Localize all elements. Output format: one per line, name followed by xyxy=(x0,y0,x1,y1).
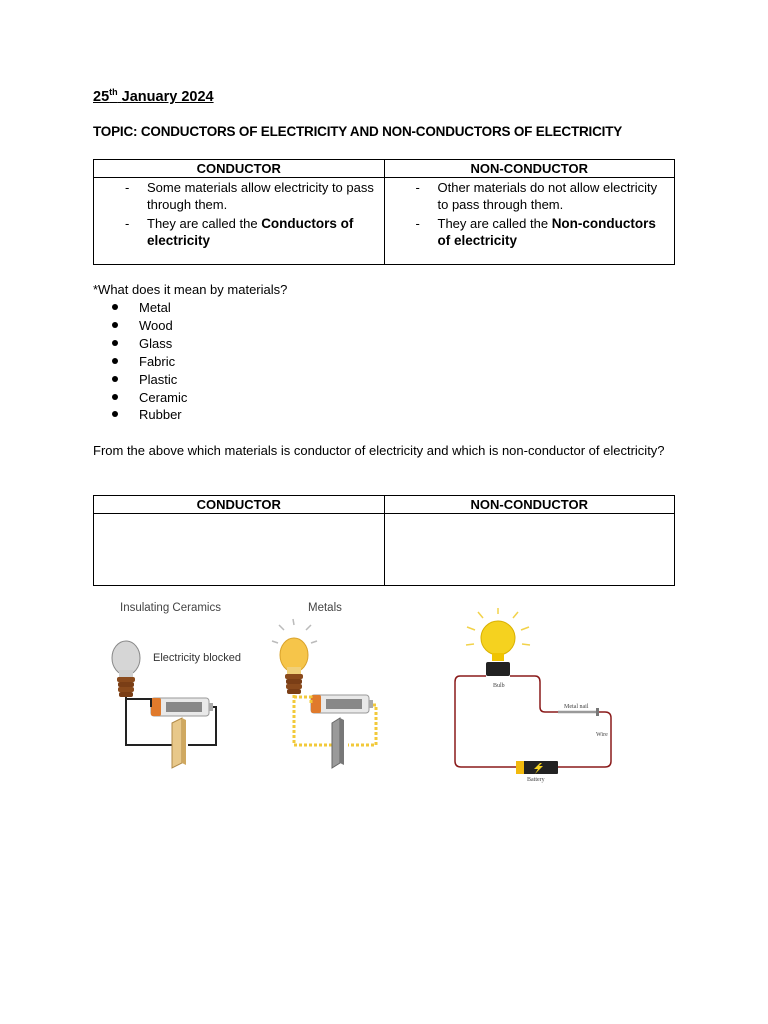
label-electricity-blocked: Electricity blocked xyxy=(153,652,242,664)
list-item: - Some materials allow electricity to pass through them. xyxy=(125,180,374,212)
label-insulating-ceramics: Insulating Ceramics xyxy=(120,602,221,614)
label-metals: Metals xyxy=(308,602,342,614)
list-item: Wood xyxy=(112,317,187,335)
table2-header-non-conductor: NON-CONDUCTOR xyxy=(384,496,675,514)
table1-cell-non-conductor xyxy=(384,178,675,265)
list-item: - Other materials do not allow electricity to pass through them. xyxy=(415,180,658,212)
table2-cell-conductor xyxy=(94,514,385,586)
date-heading: 25th January 2024 xyxy=(93,87,214,105)
unlit-bulb-icon xyxy=(112,641,140,697)
bullet-icon xyxy=(112,322,118,328)
classification-question: From the above which materials is conductor of electricity and which is non-conductor of electricity? xyxy=(93,443,665,458)
table2-cell-non-conductor xyxy=(384,514,675,586)
list-item: - They are called the Non-conductors of electricity xyxy=(415,216,656,248)
label-battery: Battery xyxy=(527,777,545,783)
label-wire: Wire xyxy=(596,732,608,738)
materials-list xyxy=(112,299,187,424)
ceramic-block-icon xyxy=(172,718,186,768)
simple-circuit-illustration xyxy=(448,608,618,788)
battery-icon xyxy=(151,698,213,716)
materials-question: *What does it mean by materials? xyxy=(93,282,288,297)
bullet-icon xyxy=(112,411,118,417)
list-item: Ceramic xyxy=(112,389,187,407)
label-bulb: Bulb xyxy=(493,683,505,689)
bullet-icon xyxy=(112,304,118,310)
table2-header-conductor: CONDUCTOR xyxy=(94,496,385,514)
metal-block-icon xyxy=(332,718,344,768)
circuit-wire xyxy=(455,676,611,767)
list-item: Glass xyxy=(112,335,187,353)
list-item: Fabric xyxy=(112,353,187,371)
table1-cell-conductor xyxy=(94,178,385,265)
bulb-icon xyxy=(466,608,530,676)
list-item: - They are called the Conductors of electricity xyxy=(125,216,354,248)
ceramic-vs-metal-circuit-illustration xyxy=(108,595,408,770)
table1-header-conductor: CONDUCTOR xyxy=(94,160,385,178)
topic-heading: TOPIC: CONDUCTORS OF ELECTRICITY AND NON-CONDUCTORS OF ELECTRICITY xyxy=(93,124,623,139)
classification-answer-table xyxy=(93,495,675,586)
battery-icon xyxy=(516,761,558,774)
conductor-definition-table xyxy=(93,159,675,265)
table1-header-non-conductor: NON-CONDUCTOR xyxy=(384,160,675,178)
list-item: Metal xyxy=(112,299,187,317)
list-item: Plastic xyxy=(112,371,187,389)
bullet-icon xyxy=(112,394,118,400)
label-metal-nail: Metal nail xyxy=(564,704,589,710)
battery-icon xyxy=(311,695,373,713)
date-suffix: th xyxy=(109,87,118,97)
list-item: Rubber xyxy=(112,406,187,424)
lit-bulb-icon xyxy=(272,619,317,694)
bullet-icon xyxy=(112,376,118,382)
bullet-icon xyxy=(112,358,118,364)
bullet-icon xyxy=(112,340,118,346)
